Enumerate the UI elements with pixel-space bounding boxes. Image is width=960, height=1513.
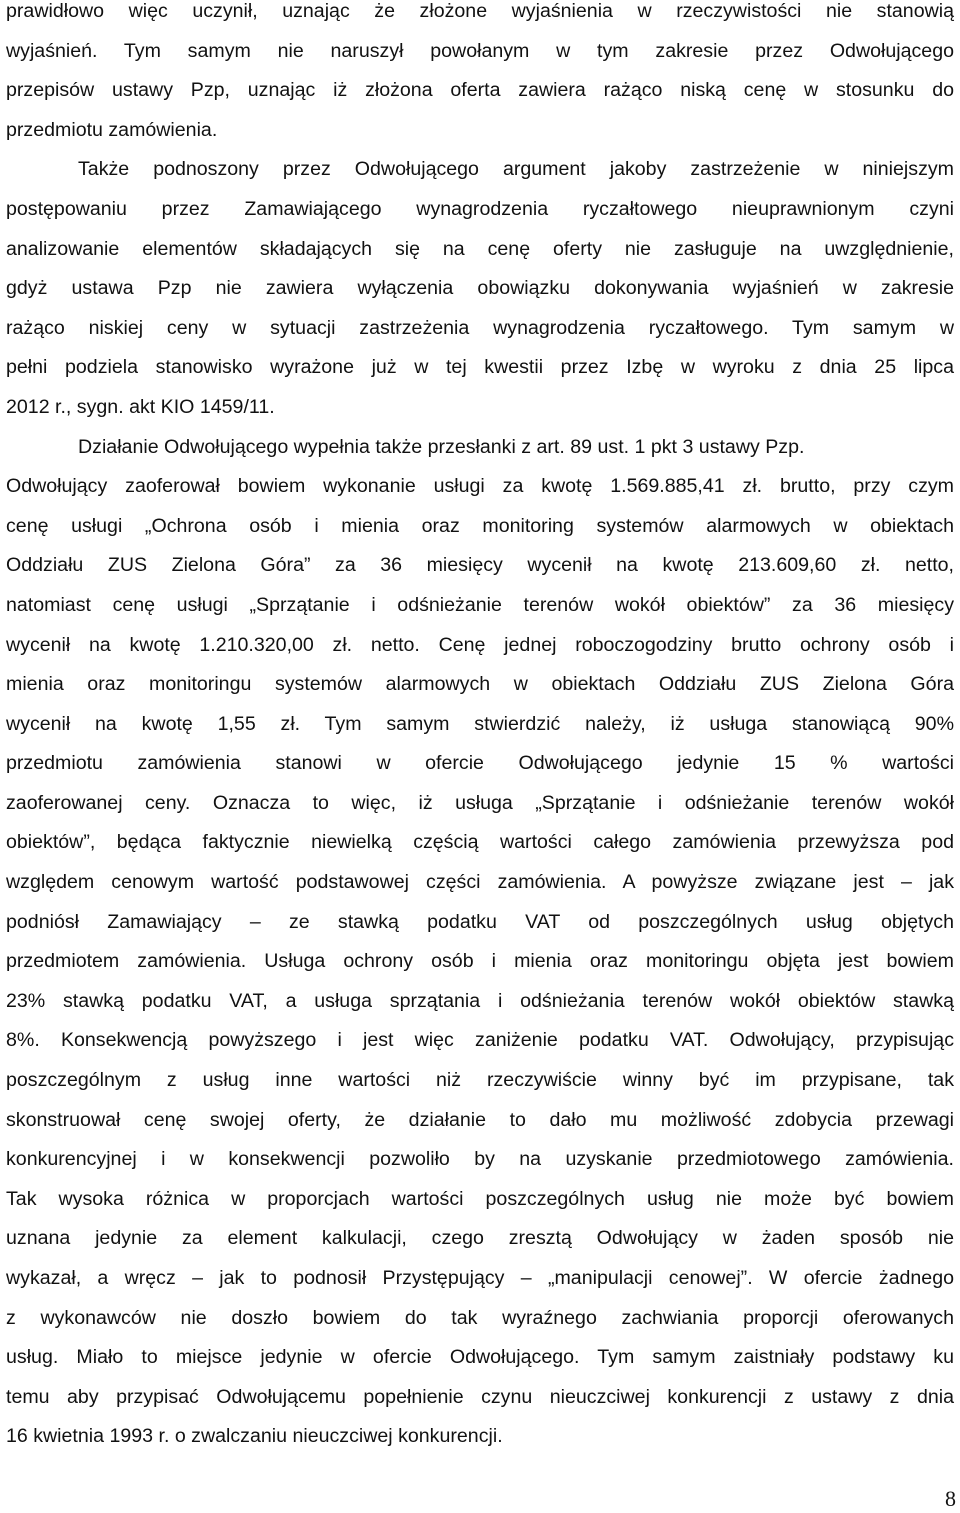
text-line: zaoferowanej ceny. Oznacza to więc, iż usługa „Sprzątanie i odśnieżanie terenów wokół [6,791,954,814]
text-line: rażąco niskiej ceny w sytuacji zastrzeżenia wynagrodzenia ryczałtowego. Tym samym w [6,316,954,339]
text-line: wyjaśnień. Tym samym nie naruszył powołanym w tym zakresie przez Odwołującego [6,39,954,62]
text-line: temu aby przypisać Odwołującemu popełnienie czynu nieuczciwej konkurencji z ustawy z dnia [6,1385,954,1408]
text-line: gdyż ustawa Pzp nie zawiera wyłączenia obowiązku dokonywania wyjaśnień w zakresie [6,277,954,300]
text-line: przedmiotu zamówienia stanowi w ofercie Odwołującego jedynie 15 % wartości [6,752,954,775]
text-line: przedmiotem zamówienia. Usługa ochrony osób i mienia oraz monitoringu objęta jest bowiem [6,950,954,973]
text-line: skonstruował cenę swojej oferty, że działanie to dało mu możliwość zdobycia przewagi [6,1108,954,1131]
text-line: przepisów ustawy Pzp, uznając iż złożona oferta zawiera rażąco niską cenę w stosunku do [6,79,954,102]
text-line: 16 kwietnia 1993 r. o zwalczaniu nieuczciwej konkurencji. [6,1425,503,1448]
text-line: uznana jedynie za element kalkulacji, czego zresztą Odwołujący w żaden sposób nie [6,1227,954,1250]
text-line: mienia oraz monitoringu systemów alarmowych w obiektach Oddziału ZUS Zielona Góra [6,673,954,696]
text-line: Tak wysoka różnica w proporcjach wartości poszczególnych usług nie może być bowiem [6,1187,954,1210]
text-line: 8%. Konsekwencją powyższego i jest więc zaniżenie podatku VAT. Odwołujący, przypisując [6,1029,954,1052]
text-line: wycenił na kwotę 1,55 zł. Tym samym stwierdzić należy, iż usługa stanowiącą 90% [6,712,954,735]
text-line: analizowanie elementów składających się na cenę oferty nie zasługuje na uwzględnienie, [6,237,954,260]
text-line: z wykonawców nie doszło bowiem do tak wyraźnego zachwiania proporcji oferowanych [6,1306,954,1329]
page-number: 8 [945,1486,956,1511]
text-line: 2012 r., sygn. akt KIO 1459/11. [6,395,275,418]
text-line: natomiast cenę usługi „Sprzątanie i odśnieżanie terenów wokół obiektów” za 36 miesięcy [6,593,954,616]
text-line: 23% stawką podatku VAT, a usługa sprzątania i odśnieżania terenów wokół obiektów stawką [6,989,954,1012]
text-line: poszczególnym z usług inne wartości niż rzeczywiście winny być im przypisane, tak [6,1069,954,1092]
text-line: wycenił na kwotę 1.210.320,00 zł. netto. Cenę jednej roboczogodziny brutto ochrony osób i [6,633,954,656]
text-line: usług. Miało to miejsce jedynie w ofercie Odwołującego. Tym samym zaistniały podstawy ku [6,1346,954,1369]
text-line: prawidłowo więc uczynił, uznając że złożone wyjaśnienia w rzeczywistości nie stanowią [6,0,954,22]
text-line: postępowaniu przez Zamawiającego wynagrodzenia ryczałtowego nieuprawnionym czyni [6,197,954,220]
text-line: konkurencyjnej i w konsekwencji pozwoliło by na uzyskanie przedmiotowego zamówienia. [6,1148,954,1171]
text-line: Działanie Odwołującego wypełnia także przesłanki z art. 89 ust. 1 pkt 3 ustawy Pzp. [78,435,805,458]
text-line: wykazał, a wręcz – jak to podnosił Przystępujący – „manipulacji cenowej”. W ofercie żadnego [6,1267,954,1289]
document-body [6,0,954,1457]
text-line: Także podnoszony przez Odwołującego argument jakoby zastrzeżenie w niniejszym [78,158,954,181]
text-line: obiektów”, będąca faktycznie niewielką częścią wartości całego zamówienia przewyższa pod [6,831,954,854]
text-line: względem cenowym wartość podstawowej części zamówienia. A powyższe związane jest – jak [6,871,954,894]
text-line: Oddziału ZUS Zielona Góra” za 36 miesięcy wycenił na kwotę 213.609,60 zł. netto, [6,554,954,577]
text-line: podniósł Zamawiający – ze stawką podatku VAT od poszczególnych usług objętych [6,910,954,933]
text-line: przedmiotu zamówienia. [6,118,218,141]
text-line: Odwołujący zaoferował bowiem wykonanie usługi za kwotę 1.569.885,41 zł. brutto, przy czym [6,475,954,498]
text-line: pełni podziela stanowisko wyrażone już w tej kwestii przez Izbę w wyroku z dnia 25 lipca [6,356,954,379]
text-line: cenę usługi „Ochrona osób i mienia oraz monitoring systemów alarmowych w obiektach [6,514,954,537]
